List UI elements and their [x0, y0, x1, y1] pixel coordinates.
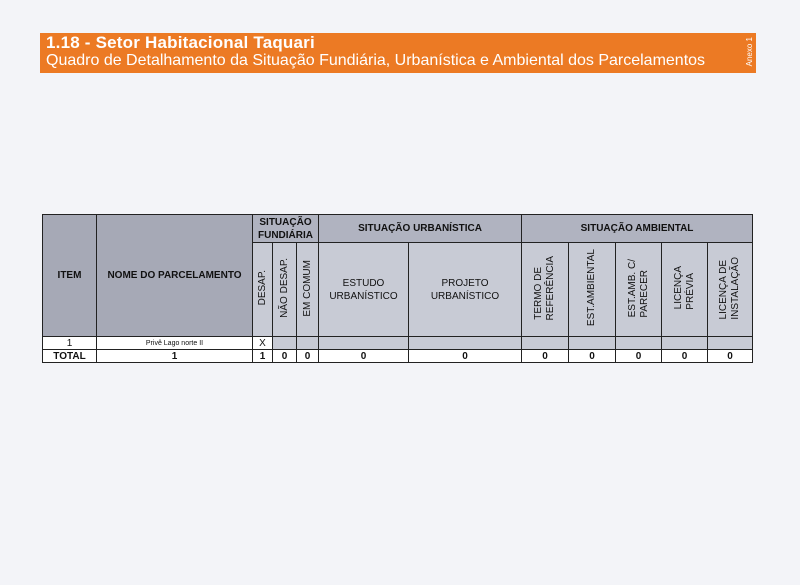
page-subtitle: Quadro de Detalhamento da Situação Fundiária, Urbanística e Ambiental dos Parcelamentos: [46, 52, 706, 69]
total-termo: 0: [522, 350, 569, 363]
sub-header-desap: DESAP.: [253, 243, 273, 337]
sub-header-termo: TERMO DEREFERÊNCIA: [522, 243, 569, 337]
page-title: 1.18 - Setor Habitacional Taquari: [46, 33, 315, 52]
group-header-ambiental: SITUAÇÃO AMBIENTAL: [522, 215, 753, 243]
table-row: [43, 337, 753, 350]
row-item: 1: [43, 337, 97, 350]
total-label: TOTAL: [43, 350, 97, 363]
row-estudo: [319, 337, 409, 350]
parcel-table: [42, 214, 753, 363]
header-banner: [40, 33, 756, 73]
group-header-fundiaria: SITUAÇÃO FUNDIÁRIA: [253, 215, 319, 243]
row-licenca-instalacao: [708, 337, 753, 350]
sub-header-licenca-instalacao: LICENÇA DEINSTALAÇÃO: [708, 243, 753, 337]
total-licenca-previa: 0: [662, 350, 708, 363]
row-est-parecer: [616, 337, 662, 350]
total-desap: 1: [253, 350, 273, 363]
row-termo: [522, 337, 569, 350]
col-header-name: NOME DO PARCELAMENTO: [97, 215, 253, 337]
total-licenca-instalacao: 0: [708, 350, 753, 363]
row-est-ambiental: [569, 337, 616, 350]
row-licenca-previa: [662, 337, 708, 350]
total-em-comum: 0: [297, 350, 319, 363]
col-header-item: ITEM: [43, 215, 97, 337]
total-est-ambiental: 0: [569, 350, 616, 363]
row-nao-desap: [273, 337, 297, 350]
row-em-comum: [297, 337, 319, 350]
row-name: Privê Lago norte II: [97, 337, 253, 350]
total-count: 1: [97, 350, 253, 363]
total-nao-desap: 0: [273, 350, 297, 363]
row-projeto: [409, 337, 522, 350]
sub-header-nao-desap: NÃO DESAP.: [273, 243, 297, 337]
total-projeto: 0: [409, 350, 522, 363]
sub-header-est-parecer: EST.AMB. C/PARECER: [616, 243, 662, 337]
sub-header-projeto: PROJETO URBANÍSTICO: [409, 243, 522, 337]
sub-header-estudo: ESTUDO URBANÍSTICO: [319, 243, 409, 337]
total-estudo: 0: [319, 350, 409, 363]
sub-header-licenca-previa: LICENÇAPRÉVIA: [662, 243, 708, 337]
total-row: [43, 350, 753, 363]
row-desap: X: [253, 337, 273, 350]
sub-header-est-ambiental: EST.AMBIENTAL: [569, 243, 616, 337]
total-est-parecer: 0: [616, 350, 662, 363]
sub-header-em-comum: EM COMUM: [297, 243, 319, 337]
annex-label: Anexo 1: [745, 37, 754, 67]
group-header-urbanistica: SITUAÇÃO URBANÍSTICA: [319, 215, 522, 243]
